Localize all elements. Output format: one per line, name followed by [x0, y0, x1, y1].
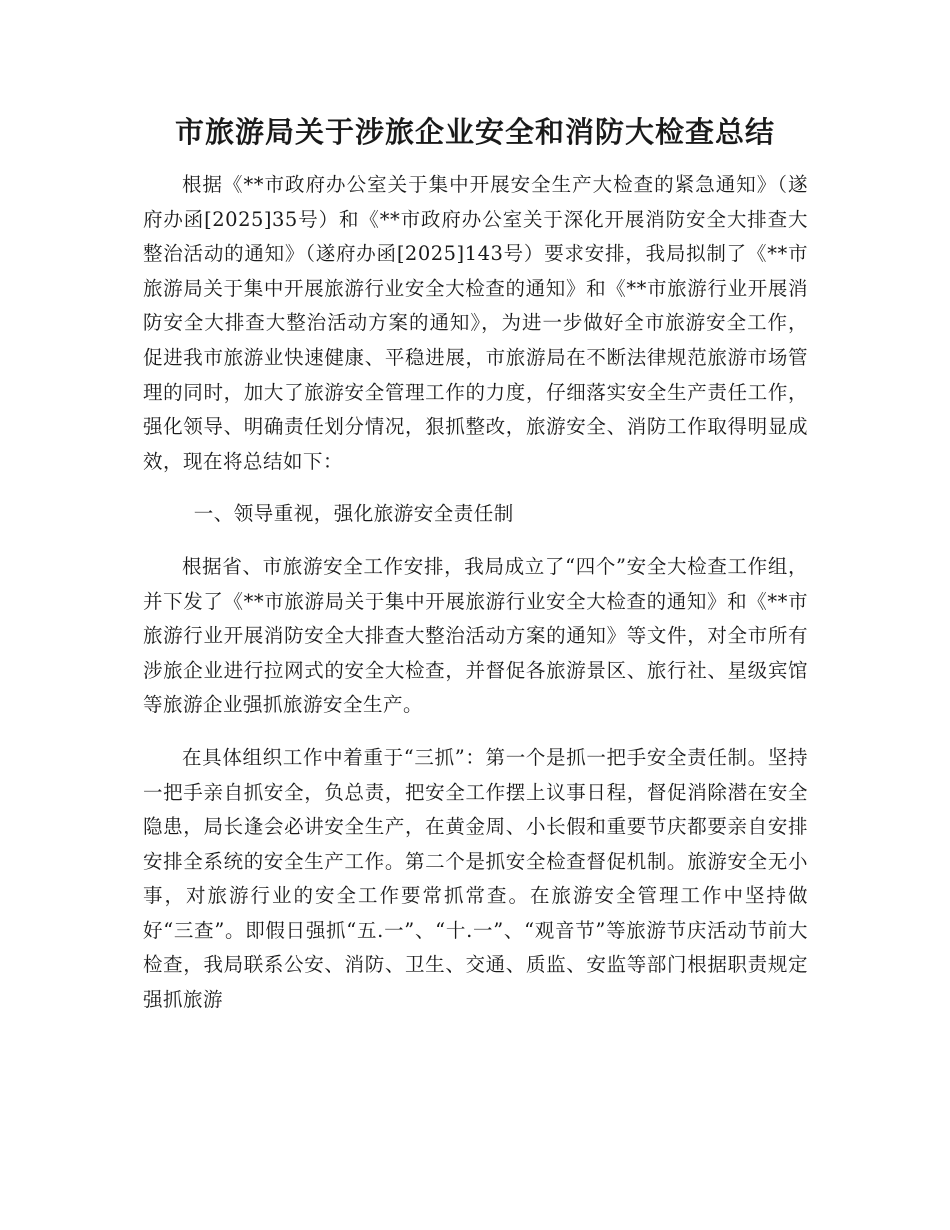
document-body — [143, 168, 808, 1018]
document-title: 市旅游局关于涉旅企业安全和消防大检查总结 — [174, 115, 775, 149]
section-1-paragraph-1: 根据省、市旅游安全工作安排，我局成立了“四个”安全大检查工作组，并下发了《**市旅游局关于集中开展旅游行业安全大检查的通知》和《**市旅游行业开展消防安全大排查大整治活动方案的通知》等文件，对全市所有涉旅企业进行拉网式的安全大检查，并督促各旅游景区、旅行社、星级宾馆等旅游企业强抓旅游安全生产。 — [143, 554, 808, 717]
section-heading-1: 一、领导重视，强化旅游安全责任制 — [193, 502, 514, 526]
section-1-paragraph-2: 在具体组织工作中着重于“三抓”：第一个是抓一把手安全责任制。坚持一把手亲自抓安全，负总责，把安全工作摆上议事日程，督促消除潜在安全隐患，局长逢会必讲安全生产，在黄金周、小长假和重要节庆都要亲自安排安排全系统的安全生产工作。第二个是抓安全检查督促机制。旅游安全无小事，对旅游行业的安全工作要常抓常查。在旅游安全管理工作中坚持做好“三查”。即假日强抓“五.一”、“十.一”、“观音节”等旅游节庆活动节前大检查，我局联系公安、消防、卫生、交通、质监、安监等部门根据职责规定强抓旅游 — [143, 745, 808, 1012]
intro-paragraph: 根据《**市政府办公室关于集中开展安全生产大检查的紧急通知》（遂府办函[2025]35号）和《**市政府办公室关于深化开展消防安全大排查大整治活动的通知》（遂府办函[2025]143号）要求安排，我局拟制了《**市旅游局关于集中开展旅游行业安全大检查的通知》和《**市旅游行业开展消防安全大排查大整治活动方案的通知》，为进一步做好全市旅游安全工作，促进我市旅游业快速健康、平稳进展，市旅游局在不断法律规范旅游市场管理的同时，加大了旅游安全管理工作的力度，仔细落实安全生产责任工作，强化领导、明确责任划分情况，狠抓整改，旅游安全、消防工作取得明显成效，现在将总结如下： — [143, 173, 808, 473]
